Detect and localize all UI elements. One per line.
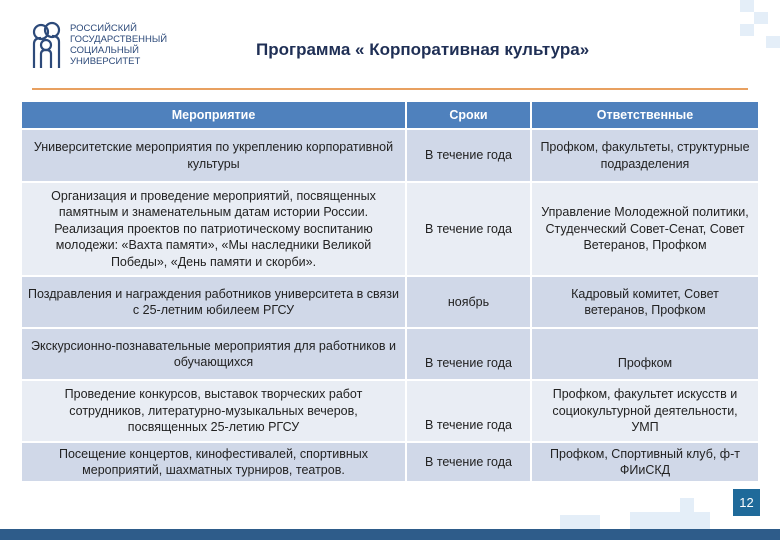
table-row (22, 183, 758, 275)
header-responsible: Ответственные (532, 102, 758, 128)
decor-square (740, 24, 754, 36)
cell-dates: В течение года (407, 329, 530, 379)
page-title: Программа « Корпоративная культура» (256, 40, 590, 59)
cell-event: Организация и проведение мероприятий, посвященных памятным и знаменательным датам истории России. Реализация проектов по патриотическому воспитанию молодежи: «Вахта памяти», «Мы наследники Великой Победы», «День памяти и скорби». (22, 183, 405, 275)
cell-responsible: Профком, факультеты, структурные подразделения (532, 130, 758, 181)
table-row (22, 443, 758, 481)
university-logo (30, 20, 167, 70)
cell-event: Университетские мероприятия по укреплению корпоративной культуры (22, 130, 405, 181)
table-row (22, 381, 758, 441)
cell-event: Проведение конкурсов, выставок творческих работ сотрудников, литературно-музыкальных вечеров, посвященных 25-летию РГСУ (22, 381, 405, 441)
cell-responsible: Профком, факультет искусств и социокультурной деятельности, УМП (532, 381, 758, 441)
table-header-row (22, 102, 758, 128)
cell-event: Экскурсионно-познавательные мероприятия для работников и обучающихся (22, 329, 405, 379)
decor-square (630, 512, 710, 529)
cell-dates: В течение года (407, 443, 530, 481)
program-table (20, 100, 760, 483)
divider (32, 88, 748, 90)
cell-dates: В течение года (407, 381, 530, 441)
decor-square (740, 0, 754, 12)
cell-dates: ноябрь (407, 277, 530, 327)
decor-square (754, 12, 768, 24)
page-number: 12 (733, 489, 760, 516)
cell-responsible: Профком, Спортивный клуб, ф-т ФИиСКД (532, 443, 758, 481)
decor-square (560, 515, 600, 529)
logo-line: СОЦИАЛЬНЫЙ (70, 45, 140, 56)
cell-dates: В течение года (407, 130, 530, 181)
cell-event: Поздравления и награждения работников университета в связи с 25-летним юбилеем РГСУ (22, 277, 405, 327)
cell-responsible: Кадровый комитет, Совет ветеранов, Профком (532, 277, 758, 327)
header-event: Мероприятие (22, 102, 405, 128)
decor-square (766, 36, 780, 48)
table-row (22, 130, 758, 181)
footer-bar (0, 529, 780, 540)
people-logo-icon (30, 20, 64, 70)
cell-event: Посещение концертов, кинофестивалей, спортивных мероприятий, шахматных турниров, театров. (22, 443, 405, 481)
logo-line: ГОСУДАРСТВЕННЫЙ (70, 34, 168, 45)
cell-responsible: Профком (532, 329, 758, 379)
logo-line: РОССИЙСКИЙ (70, 23, 137, 34)
logo-line: УНИВЕРСИТЕТ (70, 56, 141, 67)
cell-responsible: Управление Молодежной политики, Студенческий Совет-Сенат, Совет Ветеранов, Профком (532, 183, 758, 275)
cell-dates: В течение года (407, 183, 530, 275)
header-dates: Сроки (407, 102, 530, 128)
table-row (22, 329, 758, 379)
table-row (22, 277, 758, 327)
